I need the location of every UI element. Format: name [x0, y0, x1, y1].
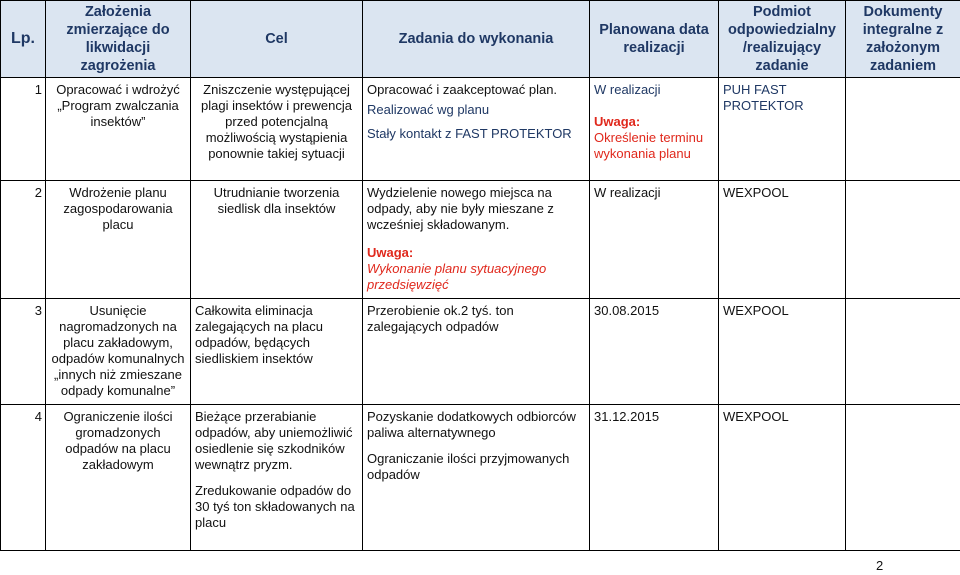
row-cel: Zniszczenie występującej plagi insektów i prewencja przed potencjalną możliwością wystąpienia ponownie takiej sytuacji	[191, 78, 363, 181]
row-podmiot: PUH FAST PROTEKTOR	[719, 78, 846, 181]
row-zadania	[363, 181, 590, 299]
row-data: 31.12.2015	[590, 405, 719, 551]
task-text: Wydzielenie nowego miejsca na odpady, aby nie były mieszane z wcześniej składowanym.	[367, 185, 554, 232]
note-text: Wykonanie planu sytuacyjnego przedsięwzięć	[367, 261, 547, 292]
row-cel: Całkowita eliminacja zalegających na placu odpadów, będących siedliskiem insektów	[191, 299, 363, 405]
table-row	[1, 299, 960, 405]
task-text: Ograniczanie ilości przyjmowanych odpadów	[367, 451, 570, 482]
task-text: Opracować i zaakceptować plan.	[367, 82, 558, 97]
header-data: Planowana data realizacji	[590, 1, 719, 78]
table-row	[1, 78, 960, 181]
row-podmiot: WEXPOOL	[719, 299, 846, 405]
row-zalozenia: Usunięcie nagromadzonych na placu zakładowym, odpadów komunalnych „innych niż zmieszane odpady komunalne”	[46, 299, 191, 405]
row-cel: Utrudnianie tworzenia siedlisk dla insektów	[191, 181, 363, 299]
note-text: Określenie terminu wykonania planu	[594, 130, 704, 161]
header-dokumenty: Dokumenty integralne z założonym zadaniem	[846, 1, 960, 78]
header-podmiot: Podmiot odpowiedzialny /realizujący zadanie	[719, 1, 846, 78]
row-dokumenty	[846, 78, 960, 181]
page-number: 2	[876, 558, 884, 573]
header-lp: Lp.	[1, 1, 46, 78]
table-row	[1, 405, 960, 551]
row-dokumenty	[846, 405, 960, 551]
task-text: Stały kontakt z FAST PROTEKTOR	[367, 126, 572, 141]
header-cel: Cel	[191, 1, 363, 78]
row-zalozenia: Wdrożenie planu zagospodarowania placu	[46, 181, 191, 299]
header-zalozenia: Założenia zmierzające do likwidacji zagrożenia	[46, 1, 191, 78]
note-label: Uwaga:	[594, 114, 641, 129]
task-text: Realizować wg planu	[367, 102, 490, 117]
row-zalozenia: Opracować i wdrożyć „Program zwalczania insektów”	[46, 78, 191, 181]
row-zadania	[363, 405, 590, 551]
row-zalozenia: Ograniczenie ilości gromadzonych odpadów na placu zakładowym	[46, 405, 191, 551]
task-text: Pozyskanie dodatkowych odbiorców paliwa alternatywnego	[367, 409, 576, 440]
note-label: Uwaga:	[367, 245, 414, 260]
row-podmiot: WEXPOOL	[719, 405, 846, 551]
row-zadania	[363, 78, 590, 181]
row-dokumenty	[846, 181, 960, 299]
row-cel	[191, 405, 363, 551]
row-data	[590, 78, 719, 181]
date-text: W realizacji	[594, 82, 661, 97]
row-data: W realizacji	[590, 181, 719, 299]
row-podmiot: WEXPOOL	[719, 181, 846, 299]
row-number: 1	[1, 78, 46, 181]
row-number: 2	[1, 181, 46, 299]
header-zadania: Zadania do wykonania	[363, 1, 590, 78]
row-dokumenty	[846, 299, 960, 405]
header-row	[1, 1, 960, 78]
row-data: 30.08.2015	[590, 299, 719, 405]
table-row	[1, 181, 960, 299]
goal-text: Zredukowanie odpadów do 30 tyś ton składowanych na placu	[195, 483, 355, 530]
row-number: 3	[1, 299, 46, 405]
row-number: 4	[1, 405, 46, 551]
row-zadania: Przerobienie ok.2 tyś. ton zalegających odpadów	[363, 299, 590, 405]
goal-text: Bieżące przerabianie odpadów, aby uniemożliwić osiedlenie się szkodników wewnątrz pryzm.	[195, 409, 353, 472]
